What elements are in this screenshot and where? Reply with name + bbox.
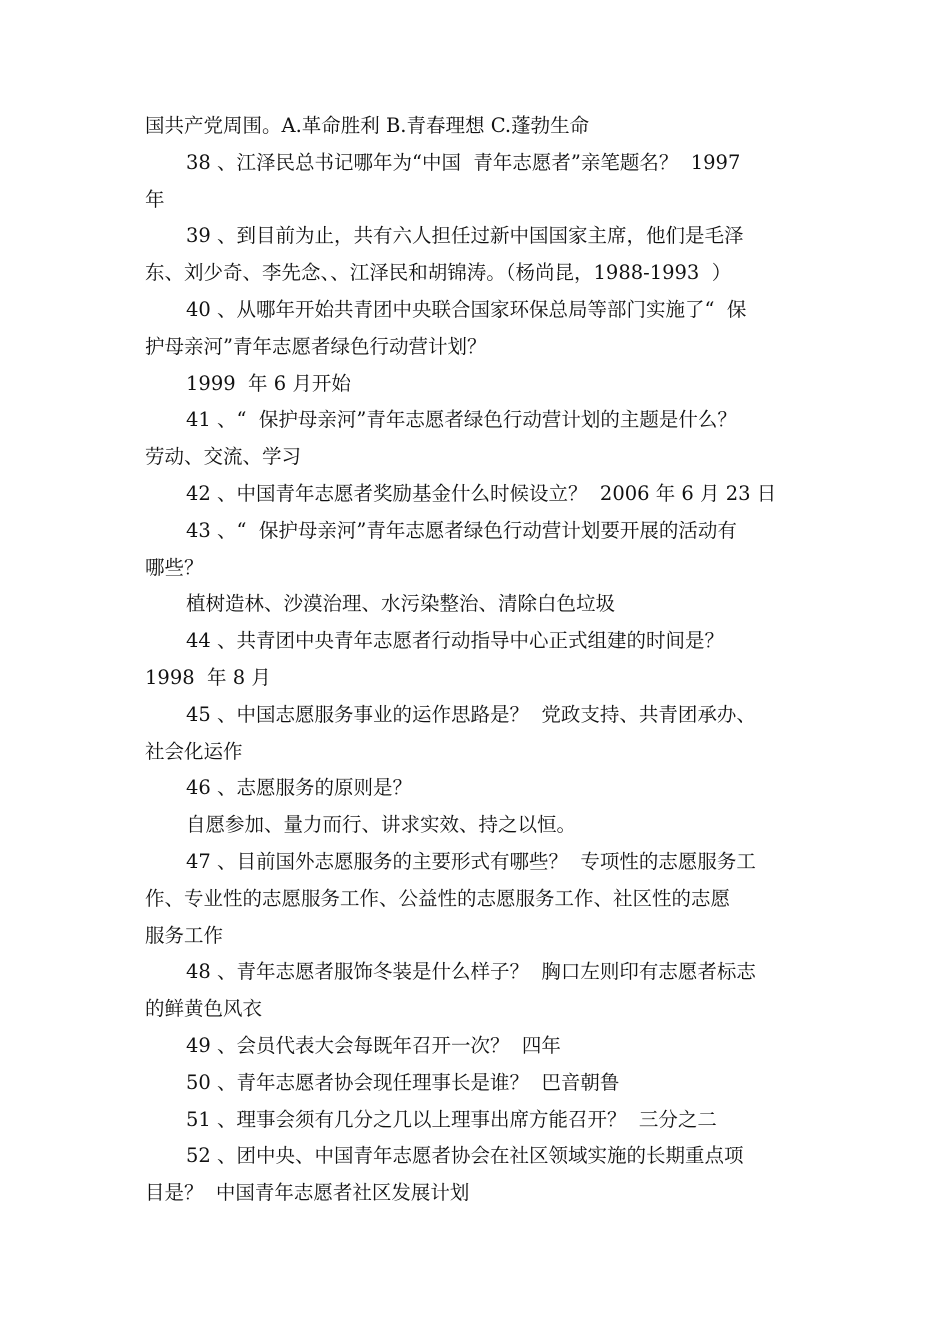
text-line: 目是？ 中国青年志愿者社区发展计划	[145, 1181, 470, 1205]
text-line: 的鲜黄色风衣	[145, 997, 263, 1021]
text-line: 43 、“ 保护母亲河”青年志愿者绿色行动营计划要开展的活动有	[186, 518, 737, 542]
text-line: 1999 年 6 月开始	[186, 371, 351, 395]
text-line: 50 、青年志愿者协会现任理事长是谁？ 巴音朝鲁	[186, 1070, 620, 1094]
text-line: 38 、江泽民总书记哪年为“中国 青年志愿者”亲笔题名？ 1997	[186, 150, 741, 174]
text-line: 46 、志愿服务的原则是？	[186, 776, 413, 800]
text-line: 东、刘少奇、李先念、、江泽民和胡锦涛。（杨尚昆，1988-1993 ）	[145, 261, 732, 285]
text-line: 42 、中国青年志愿者奖励基金什么时候设立？ 2006 年 6 月 23 日	[186, 481, 777, 505]
text-line: 41 、“ 保护母亲河”青年志愿者绿色行动营计划的主题是什么？	[186, 408, 737, 432]
text-line: 植树造林、沙漠治理、水污染整治、清除白色垃圾	[186, 592, 616, 616]
text-line: 劳动、交流、学习	[145, 445, 302, 469]
text-line: 49 、会员代表大会每既年召开一次？ 四年	[186, 1033, 561, 1057]
document-body	[145, 108, 810, 1212]
text-line: 44 、共青团中央青年志愿者行动指导中心正式组建的时间是？	[186, 629, 725, 653]
text-line: 年	[145, 187, 165, 211]
text-line: 39 、到目前为止，共有六人担任过新中国国家主席，他们是毛泽	[186, 224, 744, 248]
text-line: 作、专业性的志愿服务工作、公益性的志愿服务工作、社区性的志愿	[145, 886, 731, 910]
text-line: 社会化运作	[145, 739, 243, 763]
text-line: 护母亲河”青年志愿者绿色行动营计划？	[145, 334, 487, 358]
text-line: 哪些？	[145, 555, 204, 579]
text-line: 47 、目前国外志愿服务的主要形式有哪些？ 专项性的志愿服务工	[186, 849, 756, 873]
text-line: 自愿参加、量力而行、讲求实效、持之以恒。	[186, 813, 577, 837]
text-line: 45 、中国志愿服务事业的运作思路是？ 党政支持、共青团承办、	[186, 702, 756, 726]
text-line: 国共产党周围。A.革命胜利 B.青春理想 C.蓬勃生命	[145, 114, 590, 137]
text-line: 51 、理事会须有几分之几以上理事出席方能召开？ 三分之二	[186, 1107, 717, 1131]
text-line: 1998 年 8 月	[145, 665, 271, 689]
text-line: 服务工作	[145, 923, 224, 947]
text-line: 48 、青年志愿者服饰冬装是什么样子？ 胸口左则印有志愿者标志	[186, 960, 756, 984]
text-line: 40 、从哪年开始共青团中央联合国家环保总局等部门实施了“ 保	[186, 297, 747, 321]
text-line: 52 、团中央、中国青年志愿者协会在社区领域实施的长期重点项	[186, 1144, 744, 1168]
